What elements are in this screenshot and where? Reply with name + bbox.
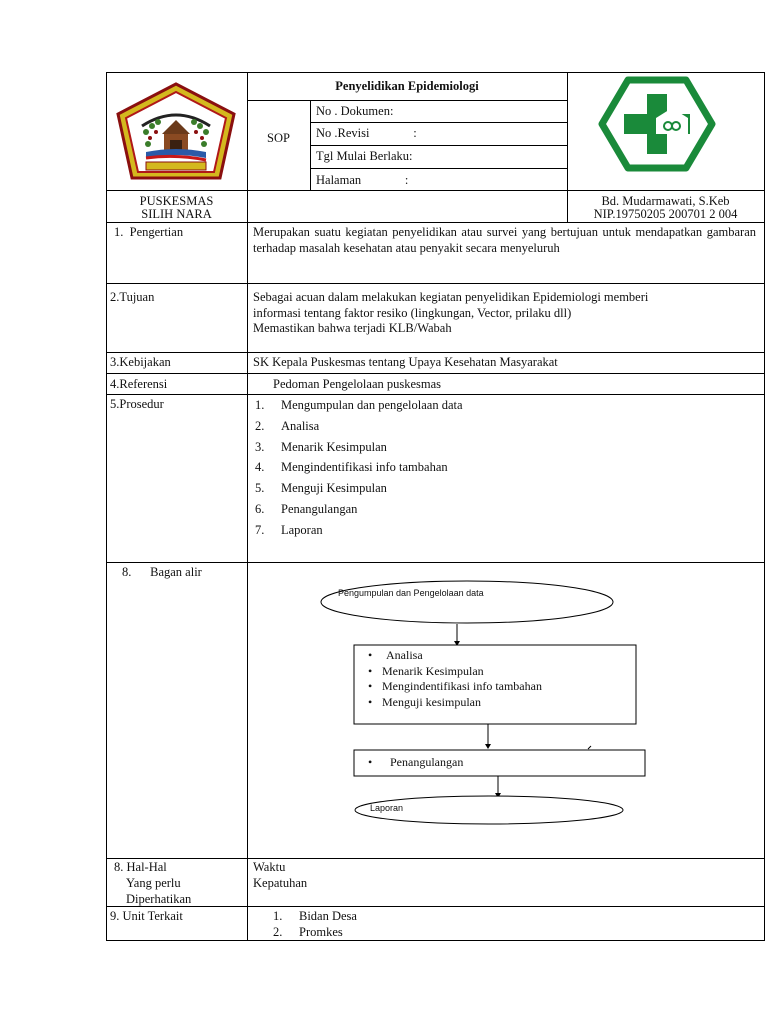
list-item: Penangulangan [390,755,464,769]
page-title: Penyelidikan Epidemiologi [335,79,479,93]
list-item: • Menguji kesimpulan [368,694,481,709]
prosedur-list [255,397,735,543]
unit-terkait-list [273,908,573,940]
flowchart-box1-list [368,648,542,710]
effective-date-field: Tgl Mulai Berlaku: [316,149,413,163]
revision-field: No .Revisi : [316,126,417,140]
tujuan-line-2: informasi tentang faktor resiko (lingkungan, Vector, prilaku dll) [253,306,572,320]
right-logo [598,76,716,172]
list-item: 2. Analisa [255,418,320,433]
sop-label: SOP [267,131,290,145]
doc-number-field: No . Dokumen: [316,104,394,118]
org-name-line2: SILIH NARA [141,207,212,221]
tujuan-line-1: Sebagai acuan dalam melakukan kegiatan penyelidikan Epidemiologi memberi [253,290,649,304]
list-item: 7. Laporan [255,522,323,537]
stray-mark [588,746,591,749]
bullet-icon: • [368,663,373,678]
tujuan-label: 2.Tujuan [110,290,155,304]
bagan-alir-label: 8. Bagan alir [122,565,202,579]
unit-terkait-label: 9. Unit Terkait [110,909,183,923]
referensi-text: Pedoman Pengelolaan puskesmas [273,377,442,391]
hal-hal-label-line1: 8. Hal-Hal [114,860,167,874]
tujuan-line-3: Memastikan bahwa terjadi KLB/Wabah [253,321,452,335]
flowchart-start-label: Pengumpulan dan Pengelolaan data [338,588,484,598]
pengertian-text: Merupakan suatu kegiatan penyelidikan atau survei yang bertujuan untuk mendapatkan gambaran terhadap masalah kesehatan atau penyakit secara menyeluruh [253,225,756,255]
kebijakan-label: 3.Kebijakan [110,355,171,369]
left-logo [112,80,240,184]
pengertian-label: 1. Pengertian [114,225,184,239]
list-item: 2. Promkes [273,925,343,939]
regency-emblem-icon [112,80,240,184]
hal-hal-label-line3: Diperhatikan [126,892,192,906]
bullet-icon: • [368,694,373,709]
bullet-icon: • [368,755,373,769]
arrow-down-icon [485,744,491,749]
kebijakan-text: SK Kepala Puskesmas tentang Upaya Kesehatan Masyarakat [253,355,558,369]
hal-hal-item-1: Waktu [253,860,286,874]
hal-hal-label-line2: Yang perlu [126,876,181,890]
list-item: 5. Menguji Kesimpulan [255,481,387,496]
list-item: 6. Penangulangan [255,501,358,516]
hal-hal-item-2: Kepatuhan [253,876,308,890]
bullet-icon: • [368,679,373,693]
page-number-field: Halaman : [316,173,409,187]
flowchart [248,563,763,857]
flowchart-box2-list [368,755,463,769]
signer-nip: NIP.19750205 200701 2 004 [593,207,738,221]
list-item: • Mengindentifikasi info tambahan [368,679,542,693]
referensi-label: 4.Referensi [110,377,168,391]
org-name-line1: PUSKESMAS [139,194,214,208]
flowchart-end-label: Laporan [370,803,404,813]
list-item: 3. Menarik Kesimpulan [255,439,387,454]
bullet-icon: • [368,648,373,662]
prosedur-label: 5.Prosedur [110,397,164,411]
health-cross-icon [598,76,716,172]
list-item: • Analisa [368,648,423,662]
list-item: 4. Mengindentifikasi info tambahan [255,460,448,475]
list-item: 1. Bidan Desa [273,909,357,923]
signer-name: Bd. Mudarmawati, S.Keb [601,194,730,208]
list-item: 1. Mengumpulan dan pengelolaan data [255,398,463,412]
list-item: • Menarik Kesimpulan [368,663,484,678]
